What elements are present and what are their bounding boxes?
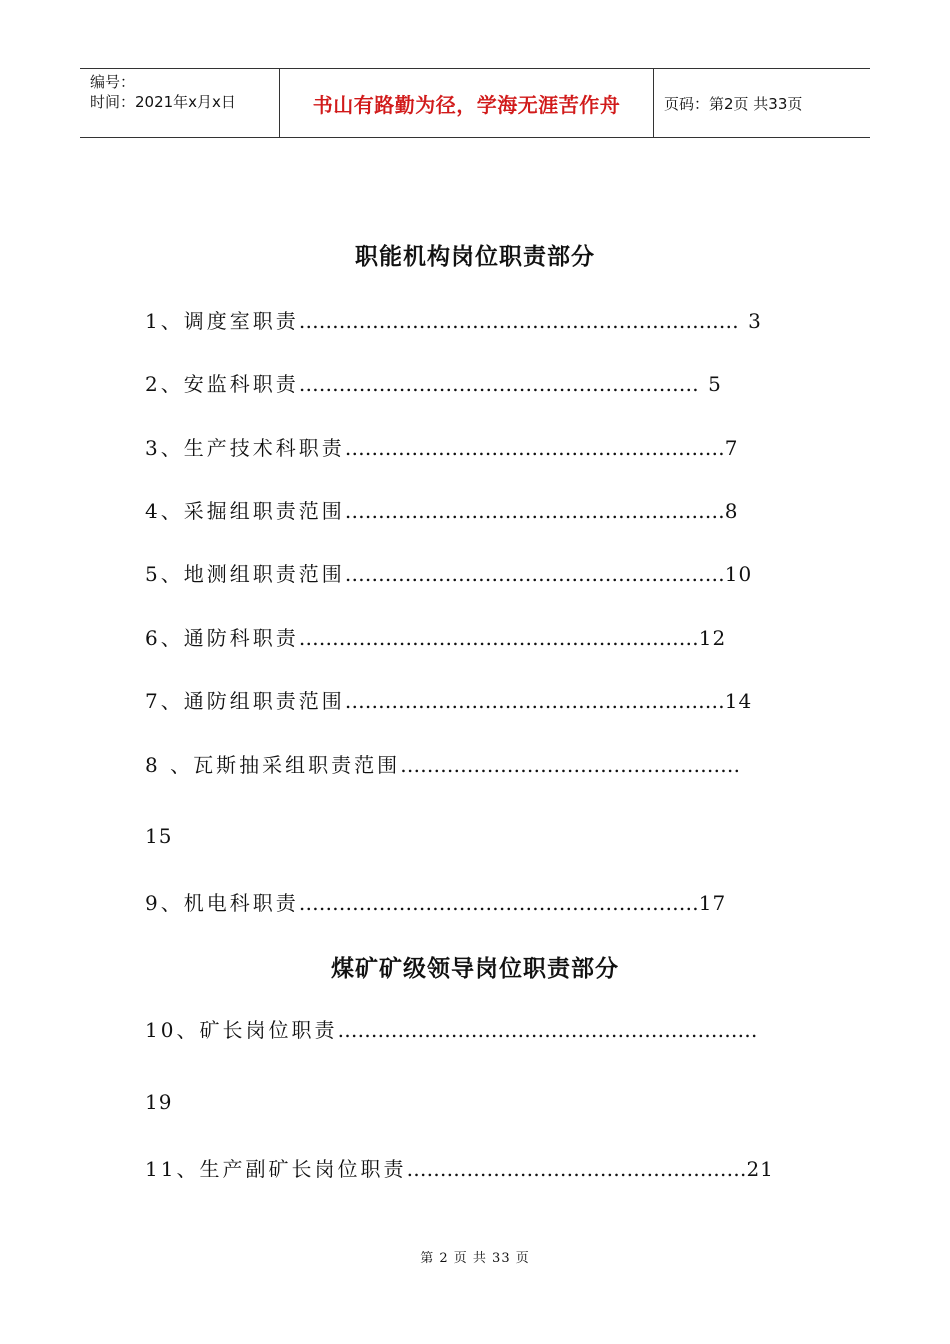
toc-item[interactable] <box>145 1153 774 1182</box>
toc-item-label: 1、调度室职责 <box>145 309 299 333</box>
toc-item-page: 5 <box>708 372 722 396</box>
toc-item-label: 2、安监科职责 <box>145 372 299 396</box>
toc-item[interactable] <box>145 1014 757 1043</box>
toc-item-label: 5、地测组职责范围 <box>145 562 345 586</box>
toc-item-page: 3 <box>748 309 762 333</box>
toc-item-label: 7、通防组职责范围 <box>145 689 345 713</box>
toc-item-leader: ………………………………………………… <box>344 562 725 586</box>
toc-item-leader: ………………………………………………… <box>344 499 725 523</box>
section-title-functional: 职能机构岗位职责部分 <box>355 243 595 270</box>
toc-item-page-wrapped: 19 <box>145 1090 173 1114</box>
toc-item[interactable] <box>145 558 752 587</box>
page-footer: 第 2 页 共 33 页 <box>420 1251 530 1266</box>
toc-item[interactable] <box>145 432 738 461</box>
toc-item-label: 10、矿长岗位职责 <box>145 1018 338 1042</box>
toc-item-label: 3、生产技术科职责 <box>145 436 345 460</box>
header-meta <box>80 69 280 137</box>
header-motto: 书山有路勤为径，学海无涯苦作舟 <box>280 69 654 137</box>
section-title-leadership: 煤矿矿级领导岗位职责部分 <box>331 955 619 982</box>
toc-item-leader: …………………………………………………… <box>298 891 699 915</box>
toc-item[interactable] <box>145 749 740 778</box>
toc-item-leader: …………………………………………………… <box>298 372 699 396</box>
toc-item[interactable] <box>145 685 752 714</box>
number-label: 编号： <box>90 73 136 91</box>
toc-item-label: 6、通防科职责 <box>145 626 299 650</box>
toc-item-page: 17 <box>698 891 727 915</box>
toc-item-page-wrapped: 15 <box>145 824 173 848</box>
toc-item-leader: ………………………………………………… <box>344 436 725 460</box>
toc-item-page: 14 <box>724 689 753 713</box>
toc-item-page: 12 <box>698 626 727 650</box>
toc-item-leader: ……………………………………………………… <box>337 1018 758 1042</box>
toc-item-page: 10 <box>724 562 753 586</box>
toc-item-label: 8 、瓦斯抽采组职责范围 <box>145 753 401 777</box>
toc-item-label: 9、机电科职责 <box>145 891 299 915</box>
toc-item-leader: …………………………………………………… <box>298 626 699 650</box>
toc-item-leader: …………………………………………… <box>406 1157 747 1181</box>
toc-item-page: 21 <box>746 1157 774 1181</box>
toc-item-label: 11、生产副矿长岗位职责 <box>145 1157 407 1181</box>
toc-item-page: 7 <box>724 436 739 460</box>
page-header <box>80 68 870 138</box>
toc-item-leader: …………………………………………… <box>400 753 741 777</box>
toc-item-page: 8 <box>724 499 739 523</box>
toc-item[interactable] <box>145 622 726 651</box>
toc-item[interactable] <box>145 305 762 334</box>
toc-item-leader: ………………………………………………… <box>344 689 725 713</box>
header-page-info: 页码：第2页 共33页 <box>664 94 803 113</box>
toc-item-leader: ………………………………………………………… <box>298 309 739 333</box>
toc-item[interactable] <box>145 887 726 916</box>
time-label: 时间：2021年x月x日 <box>90 93 236 111</box>
toc-item[interactable] <box>145 368 722 397</box>
toc-item[interactable] <box>145 495 738 524</box>
toc-item-label: 4、采掘组职责范围 <box>145 499 345 523</box>
